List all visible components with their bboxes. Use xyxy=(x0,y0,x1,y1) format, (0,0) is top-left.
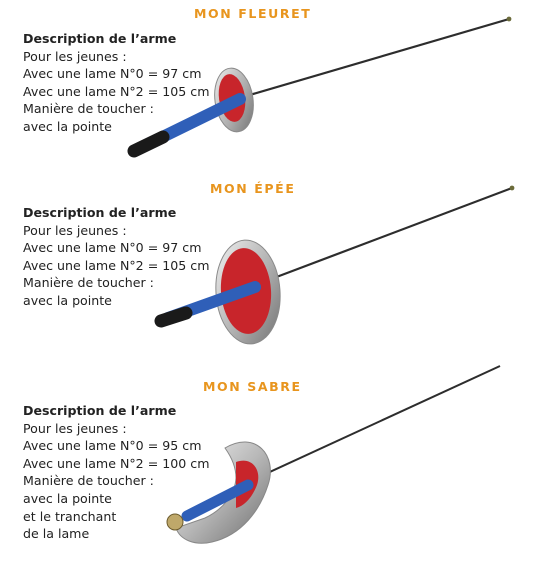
description-line: Avec une lame N°2 = 105 cm xyxy=(23,83,210,99)
description-line: Pour les jeunes : xyxy=(23,420,127,436)
section-epee xyxy=(0,175,544,370)
pommel xyxy=(161,313,186,321)
description-line: Avec une lame N°2 = 100 cm xyxy=(23,455,210,471)
blade xyxy=(250,188,512,287)
description-line: Avec une lame N°0 = 97 cm xyxy=(23,66,202,82)
section-fleuret xyxy=(0,0,544,175)
foil-illustration xyxy=(0,0,544,175)
sabre-illustration xyxy=(0,370,544,565)
section-title: MON ÉPÉE xyxy=(210,181,296,196)
description-line: avec la pointe xyxy=(23,490,112,506)
section-sabre xyxy=(0,370,544,565)
blade xyxy=(236,19,509,99)
section-title: MON SABRE xyxy=(203,379,302,394)
description-line: Avec une lame N°2 = 105 cm xyxy=(23,257,210,273)
description-line: Pour les jeunes : xyxy=(23,222,127,238)
section-title: MON FLEURET xyxy=(194,6,312,21)
description-line: Avec une lame N°0 = 95 cm xyxy=(23,438,202,454)
blade-tip xyxy=(507,17,512,22)
blade-tip xyxy=(510,186,515,191)
description-line: de la lame xyxy=(23,526,90,542)
blade xyxy=(248,366,500,482)
pommel xyxy=(167,514,183,530)
description-line: Avec une lame N°0 = 97 cm xyxy=(23,240,202,256)
description-heading: Description de l’arme xyxy=(23,403,177,418)
description-heading: Description de l’arme xyxy=(23,205,177,220)
description-line: Manière de toucher : xyxy=(23,275,154,291)
description-line: Manière de toucher : xyxy=(23,101,154,117)
pommel xyxy=(134,137,163,151)
description-heading: Description de l’arme xyxy=(23,31,177,46)
description-line: Manière de toucher : xyxy=(23,473,154,489)
description-line: et le tranchant xyxy=(23,508,117,524)
epee-illustration xyxy=(0,175,544,370)
description-line: Pour les jeunes : xyxy=(23,48,127,64)
description-line: avec la pointe xyxy=(23,118,112,134)
description-line: avec la pointe xyxy=(23,292,112,308)
